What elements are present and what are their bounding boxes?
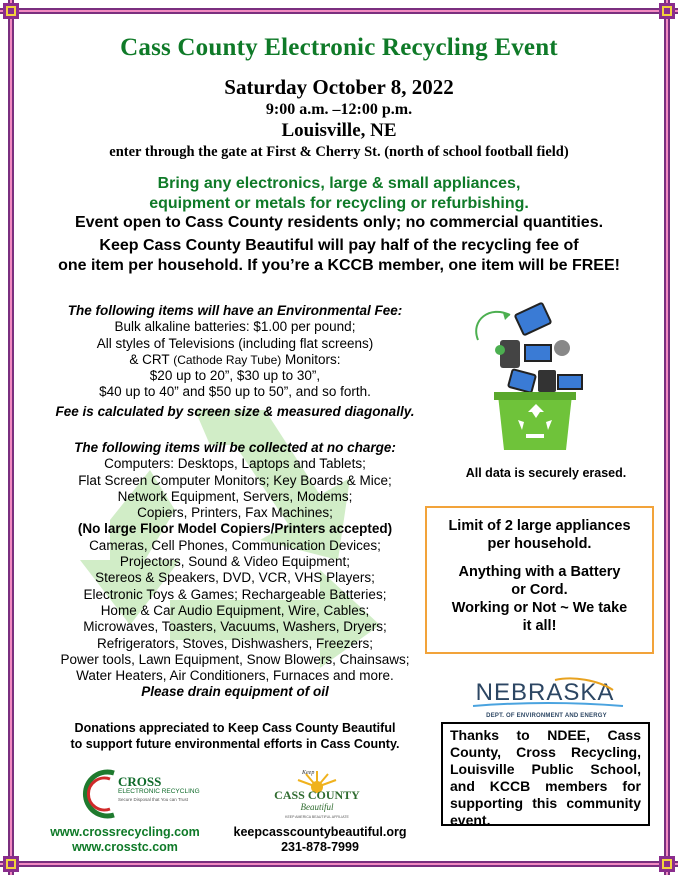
kccb-contact <box>215 825 425 855</box>
limit-line: Limit of 2 large appliances <box>448 518 631 534</box>
residents-only-notice: Event open to Cass County residents only; no commercial quantities. <box>74 214 604 231</box>
donations-line: Donations appreciated to Keep Cass County Beautiful <box>74 721 396 735</box>
kccb-logo-keep: Keep <box>302 770 315 776</box>
free-line: Computers: Desktops, Laptops and Tablets; <box>104 456 366 472</box>
kccb-fee-line: Keep Cass County Beautiful will pay half of the recycling fee of <box>99 237 579 254</box>
kccb-logo <box>262 765 372 820</box>
frame-bottom-border <box>0 861 678 867</box>
free-line: Microwaves, Toasters, Vacuums, Washers, Dryers; <box>83 619 387 635</box>
thanks-box: Thanks to NDEE, Cass County, Cross Recycling, Louisville Public School, and KCCB members for supporting this community event. <box>441 722 650 826</box>
fee-line: All styles of Televisions (including flat screens) <box>96 335 374 351</box>
donations-line: to support future environmental efforts in Cass County. <box>70 737 400 751</box>
fee-line-crt <box>40 352 430 368</box>
bring-line: equipment or metals for recycling or refurbishing. <box>149 195 529 212</box>
cross-logo-tagline: Secure Disposal that You can Trust <box>118 797 189 802</box>
free-section <box>40 440 430 701</box>
kccb-fee-line: one item per household. If you’re a KCCB member, one item will be FREE! <box>58 257 620 274</box>
kccb-logo-county: CASS COUNTY <box>274 788 360 802</box>
limit-line: Working or Not ~ We take <box>451 600 628 616</box>
limit-info-box <box>425 506 654 654</box>
kccb-logo-beautiful: Beautiful <box>300 802 334 812</box>
nebraska-dept-name: DEPT. OF ENVIRONMENT AND ENERGY <box>486 713 607 719</box>
free-line: Copiers, Printers, Fax Machines; <box>137 505 333 521</box>
fee-section <box>40 303 430 420</box>
event-location: Louisville, NE <box>281 120 397 141</box>
cross-website-link[interactable]: www.crossrecycling.com <box>50 825 200 839</box>
kccb-website-link[interactable]: keepcasscountybeautiful.org <box>233 825 407 839</box>
data-erased-notice: All data is securely erased. <box>465 466 627 480</box>
free-line: Home & Car Audio Equipment, Wire, Cables; <box>100 602 370 618</box>
fee-crt-prefix: & CRT <box>129 351 170 367</box>
frame-corner-ornament <box>659 856 675 872</box>
electronics-recycle-bin-illustration <box>470 300 600 460</box>
kccb-phone: 231-878-7999 <box>281 840 359 854</box>
frame-top-border <box>0 8 678 14</box>
free-line: Power tools, Lawn Equipment, Snow Blowers, Chainsaws; <box>60 651 410 667</box>
fee-crt-suffix: Monitors: <box>285 351 341 367</box>
event-title: Cass County Electronic Recycling Event <box>120 34 558 61</box>
event-time: 9:00 a.m. –12:00 p.m. <box>265 101 413 118</box>
free-line: Electronic Toys & Games; Rechargeable Batteries; <box>83 586 387 602</box>
limit-line: it all! <box>522 618 557 634</box>
fee-line: Bulk alkaline batteries: $1.00 per pound; <box>114 319 356 335</box>
limit-line: or Cord. <box>511 582 568 598</box>
bring-line: Bring any electronics, large & small appliances, <box>157 175 521 192</box>
fee-line: $40 up to 40” and $50 up to 50”, and so forth. <box>99 384 371 400</box>
cross-logo-name: CROSS <box>118 774 162 789</box>
free-line: Refrigerators, Stoves, Dishwashers, Freezers; <box>96 635 374 651</box>
free-line: Stereos & Speakers, DVD, VCR, VHS Players; <box>95 570 375 586</box>
kccb-logo-affiliate: KEEP AMERICA BEAUTIFUL AFFILIATE <box>285 815 349 819</box>
free-line: Network Equipment, Servers, Modems; <box>117 488 353 504</box>
cross-logo-subtitle: ELECTRONIC RECYCLING <box>118 788 200 795</box>
kccb-fee-notice <box>0 236 678 276</box>
cross-website-link[interactable]: www.crosstc.com <box>72 840 178 854</box>
free-footer: Please drain equipment of oil <box>141 684 329 700</box>
fee-line: $20 up to 20”, $30 up to 30”, <box>149 368 321 384</box>
free-line: Flat Screen Computer Monitors; Key Boards & Mice; <box>78 472 392 488</box>
fee-footer: Fee is calculated by screen size & measured diagonally. <box>55 403 415 419</box>
free-line: Cameras, Cell Phones, Communication Devices; <box>89 537 381 553</box>
limit-line: per household. <box>487 536 592 552</box>
cross-websites <box>40 825 210 855</box>
frame-corner-ornament <box>3 3 19 19</box>
limit-line: Anything with a Battery <box>458 564 621 580</box>
free-line: Water Heaters, Air Conditioners, Furnaces and more. <box>76 668 394 684</box>
free-line: Projectors, Sound & Video Equipment; <box>119 554 351 570</box>
entrance-directions: enter through the gate at First & Cherry St. (north of school football field) <box>109 144 569 160</box>
fee-crt-note: (Cathode Ray Tube) <box>173 352 282 367</box>
nebraska-logo-text: NEBRASKA <box>475 679 615 706</box>
free-heading: The following items will be collected at no charge: <box>74 440 396 455</box>
fee-heading: The following items will have an Environmental Fee: <box>67 303 403 318</box>
free-line-exclusion: (No large Floor Model Copiers/Printers accepted) <box>77 521 393 537</box>
bring-items-notice <box>0 174 678 214</box>
frame-corner-ornament <box>659 3 675 19</box>
event-date: Saturday October 8, 2022 <box>224 75 454 99</box>
donations-notice <box>40 720 430 752</box>
frame-corner-ornament <box>3 856 19 872</box>
